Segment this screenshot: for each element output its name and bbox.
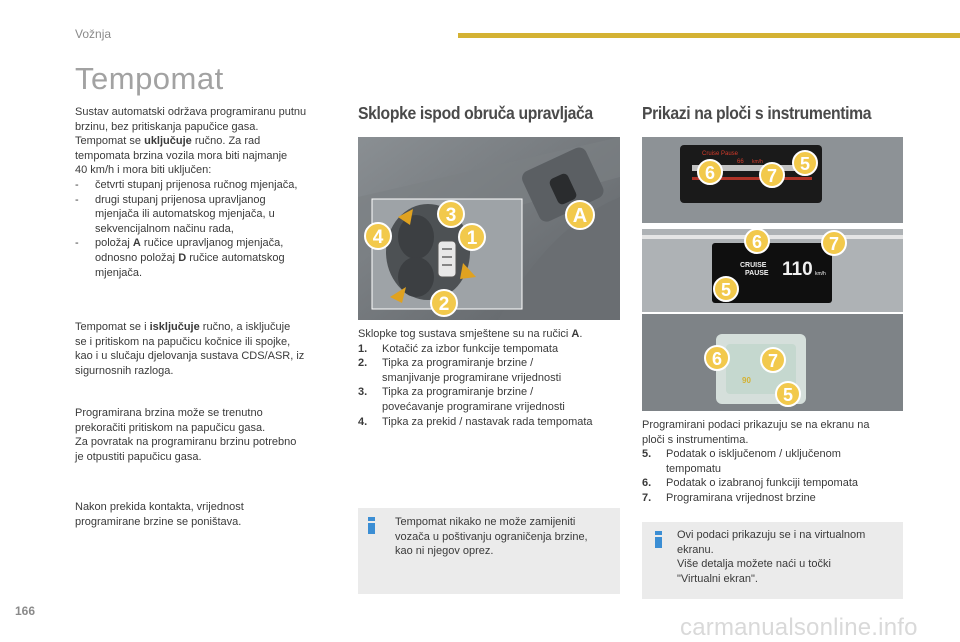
list-item: 3. Tipka za programiranje brzine / povećavanje programirane vrijednosti xyxy=(358,386,565,413)
section-label: Vožnja xyxy=(75,27,112,41)
intro-line: tempomata brzina vozila mora biti najmanje xyxy=(75,149,288,162)
callout-7 xyxy=(760,163,784,187)
svg-text:7: 7 xyxy=(766,166,778,186)
switches-description: Sklopke tog sustava smještene su na ručici A. 1. Kotačić za izbor funkcije tempomata 2. Tipka za programiranje brzine / smanjivanje programirane vrijednosti 3. Tipka za programiranje brzine / povećavanje programirane vrijednosti 4. Tipka za prekid / nastavak rada tempomata xyxy=(358,327,620,429)
intro-line: 40 km/h i mora biti uključen: xyxy=(75,164,212,177)
svg-text:7: 7 xyxy=(828,234,840,254)
displays-description: Programirani podaci prikazuju se na ekranu na ploči s instrumentima. 5. Podatak o isključenom / uključenom tempomatu 6. Podatak o izabranoj funkciji tempomata 7. Programirana vrijednost brzine xyxy=(642,418,910,506)
svg-text:1: 1 xyxy=(466,228,478,249)
section-heading-switches: Sklopke ispod obruča upravljača xyxy=(358,103,593,123)
svg-text:5: 5 xyxy=(720,280,732,300)
svg-text:CRUISE: CRUISE xyxy=(740,262,767,269)
svg-text:6: 6 xyxy=(711,349,723,369)
interrupt-paragraph: Programirana brzina može se trenutno prekoračiti pritiskom na papučicu gasa. Za povratak na programiranu brzinu potrebno je otpustiti papučicu gasa. xyxy=(75,407,297,463)
reset-paragraph: Nakon prekida kontakta, vrijednost programirane brzine se poništava. xyxy=(75,501,244,528)
display-figure-2 xyxy=(642,229,903,312)
list-item: 2. Tipka za programiranje brzine / smanjivanje programirane vrijednosti xyxy=(358,357,562,384)
callout-5 xyxy=(714,277,738,301)
condition-list xyxy=(75,178,345,280)
callout-7 xyxy=(822,231,846,255)
list-item: 1. Kotačić za izbor funkcije tempomata xyxy=(358,342,559,355)
callout-6 xyxy=(698,160,722,184)
intro-line: Sustav automatski održava programiranu putnu xyxy=(75,106,307,118)
callout-6 xyxy=(705,346,729,370)
callout-3 xyxy=(438,201,464,227)
info-box-middle xyxy=(358,508,620,594)
callout-5 xyxy=(776,382,800,406)
list-item: 5. Podatak o isključenom / uključenom tempomatu xyxy=(642,448,841,475)
page-number: 166 xyxy=(15,604,36,618)
list-item: - četvrti stupanj prijenosa ručnog mjenjača, xyxy=(75,178,298,191)
callout-A xyxy=(566,201,594,229)
svg-text:A: A xyxy=(572,205,588,227)
info-box-right xyxy=(642,522,903,599)
list-item: - drugi stupanj prijenosa upravljanog mjenjača ili automatskog mjenjača, u sekvencijalnom načinu rada, xyxy=(75,193,275,235)
info-text: Tempomat nikako ne može zamijeniti vozača u poštivanju ograničenja brzine, kao ni njegov oprez. xyxy=(395,516,588,558)
svg-text:6: 6 xyxy=(751,232,763,252)
callout-7 xyxy=(761,348,785,372)
watermark: carmanualsonline.info xyxy=(680,614,918,641)
section-heading-displays: Prikazi na ploči s instrumentima xyxy=(642,103,872,123)
svg-text:5: 5 xyxy=(799,154,811,174)
steering-switch-figure xyxy=(358,137,620,320)
off-paragraph: Tempomat se i isključuje ručno, a isključuje se i pritiskom na papučicu kočnice ili spojke, kao i u slučaju djelovanja sustava CDS/ASR, iz sigurnosnih razloga. xyxy=(75,321,305,377)
svg-text:66: 66 xyxy=(737,159,744,165)
svg-text:PAUSE: PAUSE xyxy=(745,270,769,277)
info-icon xyxy=(654,531,663,548)
callout-4 xyxy=(365,223,391,249)
page-title: Tempomat xyxy=(75,61,224,96)
left-column xyxy=(75,105,345,280)
intro-line: Tempomat se uključuje ručno. Za rad xyxy=(75,135,261,148)
svg-text:90: 90 xyxy=(742,376,751,385)
svg-text:km/h: km/h xyxy=(752,159,763,165)
info-icon xyxy=(367,517,376,534)
svg-text:Cruise Pause: Cruise Pause xyxy=(702,151,739,157)
display-figure-1 xyxy=(642,137,903,223)
svg-text:7: 7 xyxy=(767,351,779,371)
svg-text:4: 4 xyxy=(372,227,384,248)
svg-text:6: 6 xyxy=(704,163,716,183)
list-item: 7. Programirana vrijednost brzine xyxy=(642,491,816,504)
svg-text:5: 5 xyxy=(782,385,794,405)
callout-6 xyxy=(745,229,769,253)
list-item: - položaj A ručice upravljanog mjenjača, odnosno položaj D ručice automatskog mjenjača. xyxy=(75,237,285,279)
svg-text:3: 3 xyxy=(445,205,457,226)
list-item: 6. Podatak o izabranoj funkciji tempomata xyxy=(642,477,858,490)
list-item: 4. Tipka za prekid / nastavak rada tempomata xyxy=(358,415,593,428)
info-text: Ovi podaci prikazuju se i na virtualnom ekranu. Više detalja možete naći u točki "Virtualni ekran". xyxy=(677,529,866,585)
svg-text:km/h: km/h xyxy=(815,271,826,277)
header-accent-bar xyxy=(458,33,960,38)
display-figure-3 xyxy=(642,314,903,411)
callout-2 xyxy=(431,290,457,316)
callout-5 xyxy=(793,151,817,175)
svg-text:110: 110 xyxy=(782,259,813,280)
svg-text:2: 2 xyxy=(438,294,450,315)
intro-line: brzinu, bez pritiskanja papučice gasa. xyxy=(75,120,259,133)
callout-1 xyxy=(459,224,485,250)
